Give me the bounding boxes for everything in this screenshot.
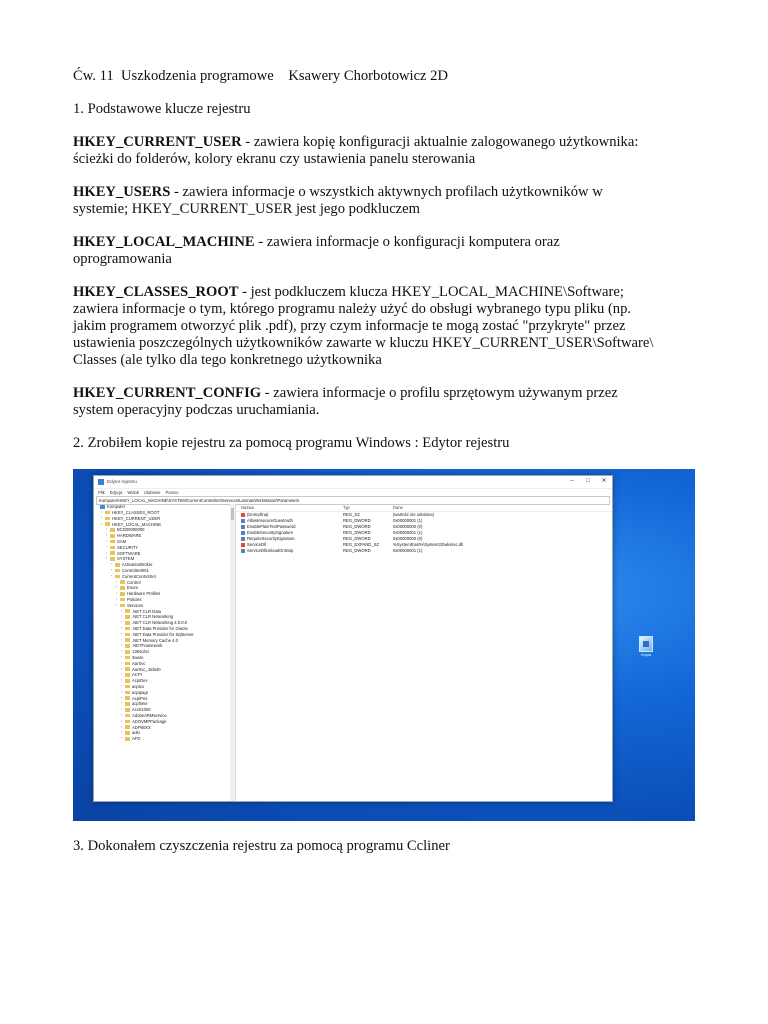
string-value-icon — [241, 543, 245, 547]
expand-arrow-icon[interactable]: › — [121, 649, 123, 654]
maximize-icon[interactable]: □ — [586, 478, 590, 485]
key-desc-line: - zawiera informacje o profilu sprzętowym używanym przez — [261, 385, 618, 401]
key-block-hku — [73, 184, 703, 218]
tree-item-label: acpipagr — [132, 689, 149, 695]
tree-item-label: acpiex — [132, 684, 145, 689]
registry-tree — [94, 504, 236, 801]
expand-arrow-icon[interactable]: › — [106, 544, 108, 549]
key-desc-line: oprogramowania — [73, 251, 172, 267]
tree-item-label: Enum — [127, 585, 138, 591]
expand-arrow-icon[interactable]: › — [121, 701, 123, 706]
tree-item-label: 3ware — [132, 655, 144, 661]
folder-icon — [120, 604, 125, 608]
value-data: (wartość nie ustalona) — [393, 512, 434, 518]
value-data: 0x00000001 (1) — [393, 530, 423, 536]
value-type: REG_DWORD — [343, 518, 371, 524]
expand-arrow-icon[interactable]: › — [121, 631, 123, 636]
table-row[interactable] — [236, 542, 612, 548]
tree-item-label: .NET Memory Cache 4.0 — [132, 637, 179, 643]
folder-icon — [125, 667, 130, 671]
table-row[interactable] — [236, 518, 612, 524]
tree-item-label: CurrentControlSet — [122, 573, 156, 579]
tree-item-label: HKEY_CURRENT_USER — [112, 515, 161, 521]
registry-editor-screenshot — [73, 469, 695, 821]
string-value-icon — [241, 513, 245, 517]
tree-item-label: BCD00000000 — [117, 527, 145, 533]
tree-item-label: SYSTEM — [117, 556, 135, 562]
close-icon[interactable]: ✕ — [601, 478, 607, 485]
column-header-data[interactable]: Dane — [393, 504, 404, 510]
table-row[interactable] — [236, 524, 612, 530]
expand-arrow-icon[interactable]: › — [121, 730, 123, 735]
key-desc-line: jakim programem otworzyć plik .pdf), przy czym informacje te mogą zostać "przykryte" przez — [73, 318, 626, 334]
expand-arrow-icon[interactable]: › — [101, 521, 103, 526]
document-body — [73, 68, 703, 452]
key-name: HKEY_CLASSES_ROOT — [73, 284, 239, 300]
expand-arrow-icon[interactable]: › — [101, 515, 103, 520]
key-desc-line: - zawiera informacje o wszystkich aktywnych profilach użytkowników w — [170, 184, 603, 200]
section-1-title: 1. Podstawowe klucze rejestru — [73, 101, 251, 117]
expand-arrow-icon[interactable]: › — [111, 562, 113, 567]
folder-icon — [125, 615, 130, 619]
value-type: REG_DWORD — [343, 548, 371, 554]
menu-item-help[interactable]: Pomoc — [165, 489, 179, 495]
tree-item-label: .NET CLR Data — [132, 608, 162, 614]
folder-icon — [115, 563, 120, 567]
value-type: REG_DWORD — [343, 524, 371, 530]
value-name: RequireSecuritySignature — [247, 536, 295, 542]
value-name: (Domyślna) — [247, 512, 269, 518]
binary-value-icon — [241, 549, 245, 553]
folder-icon — [125, 609, 130, 613]
tree-item-label: HKEY_LOCAL_MACHINE — [112, 521, 162, 527]
key-name: HKEY_CURRENT_USER — [73, 134, 242, 150]
tree-item-label: ActivationBroker — [122, 562, 153, 568]
tree-item-label: Komputer — [107, 504, 126, 510]
value-type: REG_EXPAND_SZ — [343, 542, 379, 548]
values-list — [236, 504, 612, 801]
folder-icon — [125, 720, 130, 724]
tree-item-label: 1394ohci — [132, 649, 149, 655]
value-name: ServiceDllUnloadOnStop — [247, 548, 294, 554]
expand-arrow-icon[interactable]: › — [121, 678, 123, 683]
expand-arrow-icon[interactable]: › — [121, 608, 123, 613]
folder-icon — [125, 650, 130, 654]
binary-value-icon — [241, 531, 245, 535]
expand-arrow-icon[interactable]: › — [116, 597, 118, 602]
expand-arrow-icon[interactable]: › — [121, 724, 123, 729]
expand-arrow-icon[interactable]: › — [116, 579, 118, 584]
regedit-icon — [98, 479, 104, 485]
folder-icon — [110, 551, 115, 555]
table-row[interactable] — [236, 548, 612, 554]
key-block-hkcr — [73, 284, 703, 369]
tree-item[interactable] — [94, 736, 235, 742]
key-name: HKEY_USERS — [73, 184, 171, 200]
document-heading: Ćw. 11 Uszkodzenia programowe Ksawery Chorbotowicz 2D — [73, 68, 449, 84]
tree-item-label: HKEY_CLASSES_ROOT — [112, 510, 160, 516]
folder-icon — [110, 557, 115, 561]
expand-arrow-icon[interactable]: › — [106, 556, 108, 561]
expand-arrow-icon[interactable]: › — [121, 637, 123, 642]
tree-item-label: adsi — [132, 730, 140, 736]
tree-item-label: AdobeARMservice — [132, 712, 167, 718]
folder-icon — [125, 725, 130, 729]
tree-item-label: .NET Data Provider for SqlServer — [132, 631, 194, 637]
folder-icon — [105, 511, 110, 515]
binary-value-icon — [241, 525, 245, 529]
expand-arrow-icon[interactable]: › — [121, 707, 123, 712]
menu-item-view[interactable]: Widok — [127, 489, 139, 495]
document-footer — [73, 838, 703, 855]
folder-icon — [125, 708, 130, 712]
window-titlebar — [94, 476, 612, 489]
key-desc-line: ustawienia poszczególnych użytkowników zawarte w kluczu HKEY_CURRENT_USER\Software\ — [73, 335, 654, 351]
folder-icon — [125, 656, 130, 660]
values-header — [236, 504, 612, 512]
binary-value-icon — [241, 537, 245, 541]
folder-icon — [120, 592, 125, 596]
key-desc-line: system operacyjny podczas uruchamiania. — [73, 402, 320, 418]
tree-item-label: Services — [127, 602, 144, 608]
column-header-name[interactable]: Nazwa — [241, 504, 254, 510]
expand-arrow-icon[interactable]: › — [111, 573, 113, 578]
tree-item-label: AcpiDev — [132, 678, 148, 684]
folder-icon — [125, 621, 130, 625]
expand-arrow-icon[interactable]: › — [116, 602, 118, 607]
tree-item-label: HARDWARE — [117, 533, 142, 539]
folder-icon — [105, 517, 110, 521]
scrollbar-thumb[interactable] — [231, 508, 234, 520]
minimize-icon[interactable]: – — [570, 478, 574, 485]
value-data: 0x00000001 (1) — [393, 518, 423, 524]
value-data: 0x00000001 (1) — [393, 548, 423, 554]
folder-icon — [125, 731, 130, 735]
key-name: HKEY_LOCAL_MACHINE — [73, 234, 255, 250]
tree-item-label: Control — [127, 579, 141, 585]
folder-icon — [115, 569, 120, 573]
folder-icon — [110, 546, 115, 550]
binary-value-icon — [241, 519, 245, 523]
folder-icon — [125, 696, 130, 700]
tree-item-label: SECURITY — [117, 544, 139, 550]
key-desc-line: systemie; HKEY_CURRENT_USER jest jego podkluczem — [73, 201, 420, 217]
expand-arrow-icon[interactable]: › — [116, 585, 118, 590]
folder-icon — [125, 714, 130, 718]
folder-icon — [110, 540, 115, 544]
table-row[interactable] — [236, 512, 612, 518]
value-name: EnablePlainTextPassword — [247, 524, 296, 530]
folder-icon — [125, 644, 130, 648]
expand-arrow-icon[interactable]: › — [121, 620, 123, 625]
expand-arrow-icon[interactable]: › — [116, 591, 118, 596]
folder-icon — [120, 586, 125, 590]
expand-arrow-icon[interactable]: › — [121, 684, 123, 688]
folder-icon — [125, 737, 130, 741]
tree-item-label: .NET Data Provider for Oracle — [132, 626, 188, 632]
expand-arrow-icon[interactable]: › — [106, 533, 108, 538]
tree-scrollbar[interactable] — [230, 504, 235, 801]
expand-arrow-icon[interactable]: › — [106, 539, 108, 544]
address-bar[interactable]: Komputer\HKEY_LOCAL_MACHINE\SYSTEM\CurrentControlSet\Services\LanmanWorkstation\Parameters — [96, 496, 610, 505]
menu-bar — [94, 489, 612, 496]
key-block-hkcu — [73, 134, 703, 168]
table-row[interactable] — [236, 536, 612, 542]
expand-arrow-icon[interactable]: › — [106, 550, 108, 555]
tree-item-label: AcpiPmi — [132, 695, 148, 701]
tree-item-label: Policies — [127, 597, 142, 603]
tree-item-label: .NETFramework — [132, 643, 163, 649]
key-block-hkcc — [73, 385, 703, 419]
tree-item-label: ControlSet001 — [122, 568, 149, 574]
value-name: EnableSecuritySignature — [247, 530, 294, 536]
menu-item-edit[interactable]: Edycja — [109, 489, 123, 495]
folder-icon — [125, 627, 130, 631]
tree-item-label: SAM — [117, 539, 127, 545]
value-type: REG_DWORD — [343, 530, 371, 536]
expand-arrow-icon[interactable]: › — [121, 643, 123, 648]
tree-item-label: AarSvc — [132, 660, 146, 666]
folder-icon — [120, 580, 125, 584]
expand-arrow-icon[interactable]: › — [121, 718, 123, 723]
section-2-title: 2. Zrobiłem kopie rejestru za pomocą programu Windows : Edytor rejestru — [73, 435, 510, 451]
expand-arrow-icon[interactable]: › — [121, 672, 123, 677]
table-row[interactable] — [236, 530, 612, 536]
value-data: 0x00000000 (0) — [393, 536, 423, 542]
expand-arrow-icon[interactable]: › — [106, 527, 108, 532]
key-name: HKEY_CURRENT_CONFIG — [73, 385, 262, 401]
expand-arrow-icon[interactable]: › — [121, 666, 123, 671]
reg-file-icon — [639, 636, 653, 652]
folder-icon — [110, 534, 115, 538]
key-desc-line: - zawiera informacje o konfiguracji komputera oraz — [254, 234, 560, 250]
folder-icon — [125, 685, 130, 689]
key-desc-line: - zawiera kopię konfiguracji aktualnie zalogowanego użytkownika: — [241, 134, 639, 150]
tree-item-label: ACPI — [132, 672, 142, 678]
folder-icon — [110, 528, 115, 532]
key-desc-line: - jest podkluczem klucza HKEY_LOCAL_MACHINE\Software; — [238, 284, 624, 300]
expand-arrow-icon[interactable]: › — [121, 614, 123, 619]
key-desc-line: zawiera informacje o tym, którego programu należy użyć do obsługi wybranego typu pliku (np. — [73, 301, 632, 317]
tree-item-label: AFD — [132, 736, 141, 742]
value-data: %SystemRoot%\System32\wkssvc.dll — [393, 542, 464, 548]
expand-arrow-icon[interactable]: › — [121, 736, 123, 741]
folder-icon — [120, 598, 125, 602]
value-data: 0x00000000 (0) — [393, 524, 423, 530]
value-type: REG_DWORD — [343, 536, 371, 542]
desktop-backup-file[interactable] — [638, 636, 654, 657]
window-title: Edytor rejestru — [107, 479, 137, 485]
value-type: REG_SZ — [343, 512, 360, 518]
tree-item-label: ADOVMPPackage — [132, 718, 167, 724]
key-block-hklm — [73, 234, 703, 268]
folder-icon — [125, 662, 130, 666]
folder-icon — [125, 638, 130, 642]
column-header-type[interactable]: Typ — [343, 504, 350, 510]
folder-icon — [105, 522, 110, 526]
expand-arrow-icon[interactable]: › — [101, 510, 103, 515]
folder-icon — [125, 673, 130, 677]
menu-item-file[interactable]: Plik — [98, 489, 105, 495]
folder-icon — [125, 633, 130, 637]
value-name: ServiceDll — [247, 542, 266, 548]
tree-item-label: .NET CLR Networking — [132, 614, 174, 620]
menu-item-favorites[interactable]: Ulubione — [143, 489, 161, 495]
tree-item-label: Hardware Profiles — [127, 591, 161, 597]
section-3-title: 3. Dokonałem czyszczenia rejestru za pomocą programu Ccliner — [73, 838, 450, 854]
expand-arrow-icon[interactable]: › — [121, 660, 123, 665]
folder-icon — [125, 679, 130, 683]
expand-arrow-icon[interactable]: › — [121, 712, 123, 717]
key-desc-line: Classes (ale tylko dla tego konkretnego użytkownika — [73, 352, 382, 368]
tree-item-label: ADP80XX — [132, 724, 151, 730]
tree-item-label: Acx01000 — [132, 707, 151, 713]
folder-icon — [125, 702, 130, 706]
expand-arrow-icon[interactable]: › — [111, 568, 113, 573]
folder-icon — [115, 575, 120, 579]
folder-icon — [125, 691, 130, 695]
computer-icon — [100, 505, 105, 509]
tree-item-label: acpitime — [132, 701, 148, 707]
value-name: AllowInsecureGuestAuth — [247, 518, 293, 524]
registry-editor-window — [93, 475, 613, 802]
expand-arrow-icon[interactable]: › — [121, 626, 123, 631]
tree-item-label: AarSvc_4afa40 — [132, 666, 161, 672]
expand-arrow-icon[interactable]: › — [121, 655, 123, 660]
desktop-icon-label: Kopia — [641, 653, 651, 657]
expand-arrow-icon[interactable]: › — [121, 695, 123, 700]
key-desc-line: ścieżki do folderów, kolory ekranu czy ustawienia panelu sterowania — [73, 151, 476, 167]
tree-item-label: SOFTWARE — [117, 550, 141, 556]
expand-arrow-icon[interactable]: › — [121, 689, 123, 694]
tree-item-label: .NET CLR Networking 4.0.0.0 — [132, 620, 188, 626]
